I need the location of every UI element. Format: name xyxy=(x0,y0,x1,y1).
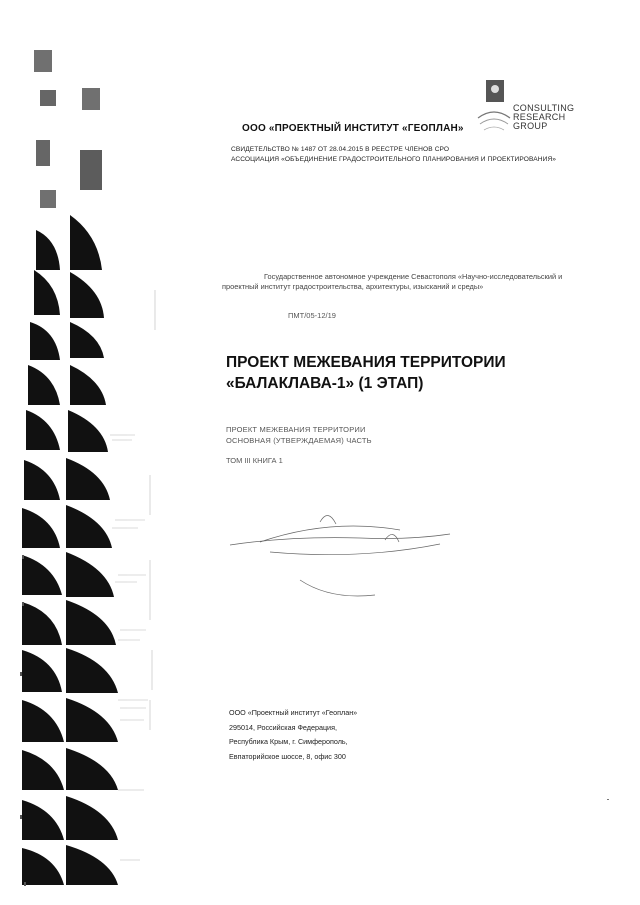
stamp-wedge xyxy=(68,410,108,452)
subtitle-line: ОСНОВНАЯ (УТВЕРЖДАЕМАЯ) ЧАСТЬ xyxy=(226,436,372,445)
association-line: АССОЦИАЦИЯ «ОБЪЕДИНЕНИЕ ГРАДОСТРОИТЕЛЬНОГО ПЛАНИРОВАНИЯ И ПРОЕКТИРОВАНИЯ» xyxy=(231,156,557,163)
stamp-wedge xyxy=(66,748,118,790)
stamp-blotch xyxy=(34,50,102,208)
logo-line: RESEARCH xyxy=(513,112,566,122)
project-code: ПМТ/05-12/19 xyxy=(288,311,336,320)
signature-image xyxy=(210,500,460,610)
stamp-noise xyxy=(110,290,155,860)
title-line: ПРОЕКТ МЕЖЕВАНИЯ ТЕРРИТОРИИ xyxy=(226,354,506,371)
stamp-wedge xyxy=(66,698,118,742)
scan-speck xyxy=(607,799,609,800)
stamp-wedge xyxy=(22,750,64,790)
logo-wordmark xyxy=(513,104,574,131)
stamp-wedge xyxy=(70,272,104,318)
stamp-wedge xyxy=(36,230,60,270)
logo-line: CONSULTING xyxy=(513,103,575,113)
stamp-wedge xyxy=(30,322,60,360)
company-name: ООО «ПРОЕКТНЫЙ ИНСТИТУТ «ГЕОПЛАН» xyxy=(242,123,464,134)
address-line: 295014, Российская Федерация, xyxy=(229,722,337,732)
stamp-wedge xyxy=(66,648,118,693)
certificate-info xyxy=(231,145,556,165)
stamp-wedge xyxy=(70,322,104,358)
stamp-wedge xyxy=(22,800,64,840)
address-line: Республика Крым, г. Симферополь, xyxy=(229,737,348,746)
stamp-wedge xyxy=(22,602,62,645)
certificate-line: СВИДЕТЕЛЬСТВО № 1487 ОТ 28.04.2015 В РЕЕСТРЕ ЧЛЕНОВ СРО xyxy=(231,146,450,153)
stamp-wedge xyxy=(66,600,116,645)
subtitle-line: ПРОЕКТ МЕЖЕВАНИЯ ТЕРРИТОРИИ xyxy=(226,425,366,434)
stacked-page-stamps xyxy=(0,0,200,905)
stamp-wedge xyxy=(22,555,62,595)
stamp-wedge xyxy=(34,270,60,315)
company-logo-icon xyxy=(476,78,512,136)
customer-organization: Государственное автономное учреждение Севастополя «Научно-исследовательский и проектный институт градостроительства, архитектуры, изысканий и среды» xyxy=(222,272,563,291)
stamp-wedge xyxy=(24,460,60,500)
stamp-wedge xyxy=(70,365,106,405)
stamp-wedge xyxy=(66,796,118,840)
logo-line: GROUP xyxy=(513,121,548,131)
document-subtitle xyxy=(226,424,372,446)
title-line: «БАЛАКЛАВА-1» (1 ЭТАП) xyxy=(226,375,424,392)
stamp-wedge xyxy=(66,505,112,548)
stamp-wedge xyxy=(26,410,60,450)
stamp-wedge xyxy=(66,845,118,885)
stamp-wedge xyxy=(28,365,60,405)
stamp-wedge xyxy=(66,552,114,597)
stamp-wedge xyxy=(22,700,64,742)
company-address xyxy=(229,706,357,764)
stamp-wedge xyxy=(22,650,62,692)
stamp-wedge xyxy=(22,508,60,548)
address-line: Евпаторийское шоссе, 8, офис 300 xyxy=(229,751,346,761)
document-title xyxy=(226,352,506,394)
stamp-wedge xyxy=(66,458,110,500)
stamp-wedge xyxy=(22,848,64,885)
stamp-wedge xyxy=(70,215,102,270)
address-line: ООО «Проектный институт «Геоплан» xyxy=(229,708,358,717)
volume-label: ТОМ III КНИГА 1 xyxy=(226,456,283,465)
